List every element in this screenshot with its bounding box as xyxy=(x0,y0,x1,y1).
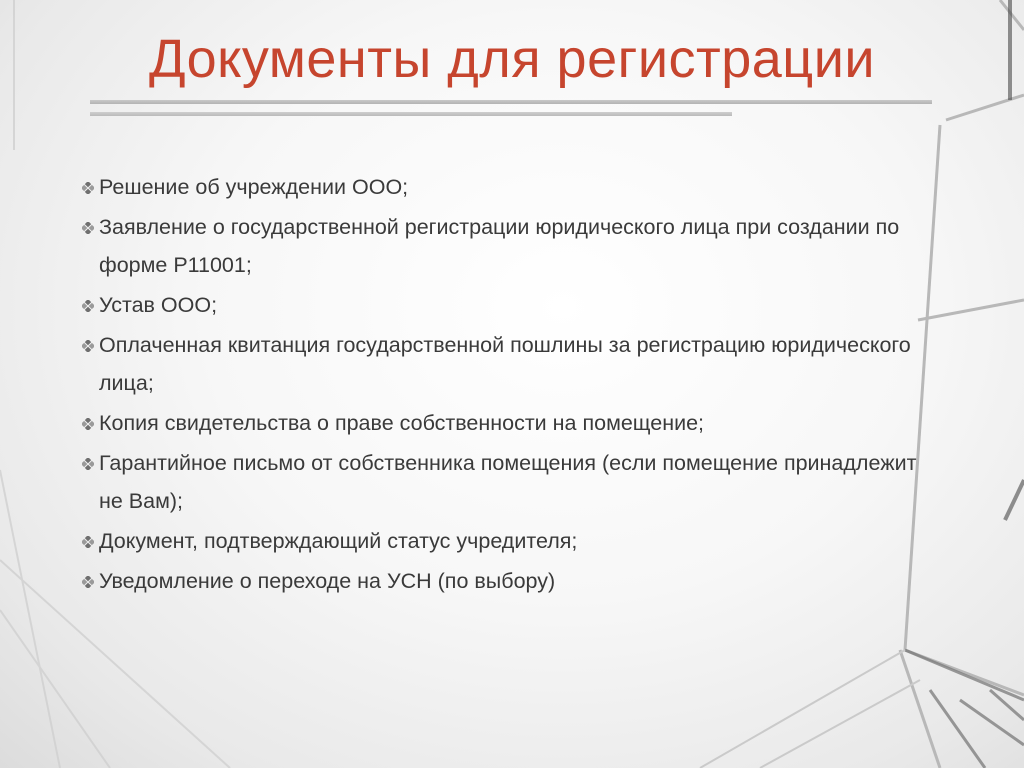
list-item-text: Решение об учреждении ООО; xyxy=(99,175,409,199)
list-item-text: Документ, подтверждающий статус учредителя; xyxy=(99,529,578,553)
diamond-bullet-icon xyxy=(82,418,94,430)
list-item xyxy=(82,208,942,284)
list-item-text: Устав ООО; xyxy=(99,293,218,317)
title-divider-long xyxy=(90,100,932,104)
diamond-bullet-icon xyxy=(82,576,94,588)
list-item-text: Уведомление о переходе на УСН (по выбору) xyxy=(99,569,556,593)
diamond-bullet-icon xyxy=(82,182,94,194)
list-item xyxy=(82,404,942,442)
list-item-text: Заявление о государственной регистрации юридического лица при создании по форме Р11001; xyxy=(99,215,900,277)
slide-title: Документы для регистрации xyxy=(148,29,876,89)
document-list xyxy=(82,168,942,602)
list-item xyxy=(82,286,942,324)
diamond-bullet-icon xyxy=(82,222,94,234)
list-item xyxy=(82,522,942,560)
title-divider-short xyxy=(90,112,732,116)
diamond-bullet-icon xyxy=(82,340,94,352)
diamond-bullet-icon xyxy=(82,458,94,470)
diamond-bullet-icon xyxy=(82,536,94,548)
diamond-bullet-icon xyxy=(82,300,94,312)
list-item xyxy=(82,326,942,402)
list-item xyxy=(82,562,942,600)
list-item-text: Копия свидетельства о праве собственности на помещение; xyxy=(99,411,705,435)
list-item xyxy=(82,444,942,520)
list-item xyxy=(82,168,942,206)
list-item-text: Гарантийное письмо от собственника помещения (если помещение принадлежит не Вам); xyxy=(99,451,917,513)
list-item-text: Оплаченная квитанция государственной пошлины за регистрацию юридического лица; xyxy=(99,333,911,395)
